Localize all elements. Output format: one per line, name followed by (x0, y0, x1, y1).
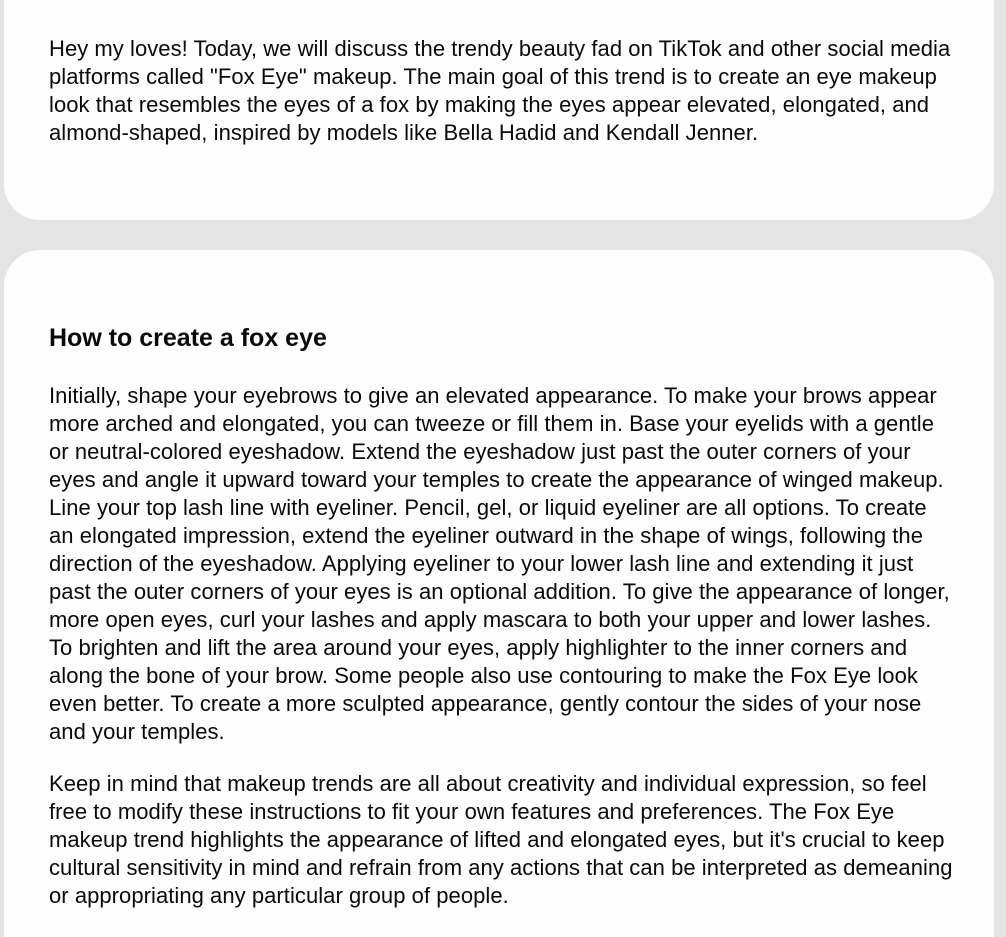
intro-paragraph: Hey my loves! Today, we will discuss the trendy beauty fad on TikTok and other social media platforms called "Fox Eye" makeup. The main goal of this trend is to create an eye makeup look that resembles the eyes of a fox by making the eyes appear elevated, elongated, and almond-shaped, inspired by models like Bella Hadid and Kendall Jenner. (49, 36, 951, 145)
intro-card (4, 0, 994, 220)
instructions-paragraph: Initially, shape your eyebrows to give an elevated appearance. To make your brows appear more arched and elongated, you can tweeze or fill them in. Base your eyelids with a gentle or neutral-colored eyeshadow. Extend the eyeshadow just past the outer corners of your eyes and angle it upward toward your temples to create the appearance of winged makeup. Line your top lash line with eyeliner. Pencil, gel, or liquid eyeliner are all options. To create an elongated impression, extend the eyeliner outward in the shape of wings, following the direction of the eyeshadow. Applying eyeliner to your lower lash line and extending it just past the outer corners of your eyes is an optional addition. To give the appearance of longer, more open eyes, curl your lashes and apply mascara to both your upper and lower lashes. To brighten and lift the area around your eyes, apply highlighter to the inner corners and along the bone of your brow. Some people also use contouring to make the Fox Eye look even better. To create a more sculpted appearance, gently contour the sides of your nose and your temples. (49, 383, 950, 744)
closing-paragraph: Keep in mind that makeup trends are all about creativity and individual expression, so feel free to modify these instructions to fit your own features and preferences. The Fox Eye makeup trend highlights the appearance of lifted and elongated eyes, but it's crucial to keep cultural sensitivity in mind and refrain from any actions that can be interpreted as demeaning or appropriating any particular group of people. (49, 771, 953, 908)
section-heading: How to create a fox eye (49, 324, 327, 352)
content-card (4, 250, 994, 937)
